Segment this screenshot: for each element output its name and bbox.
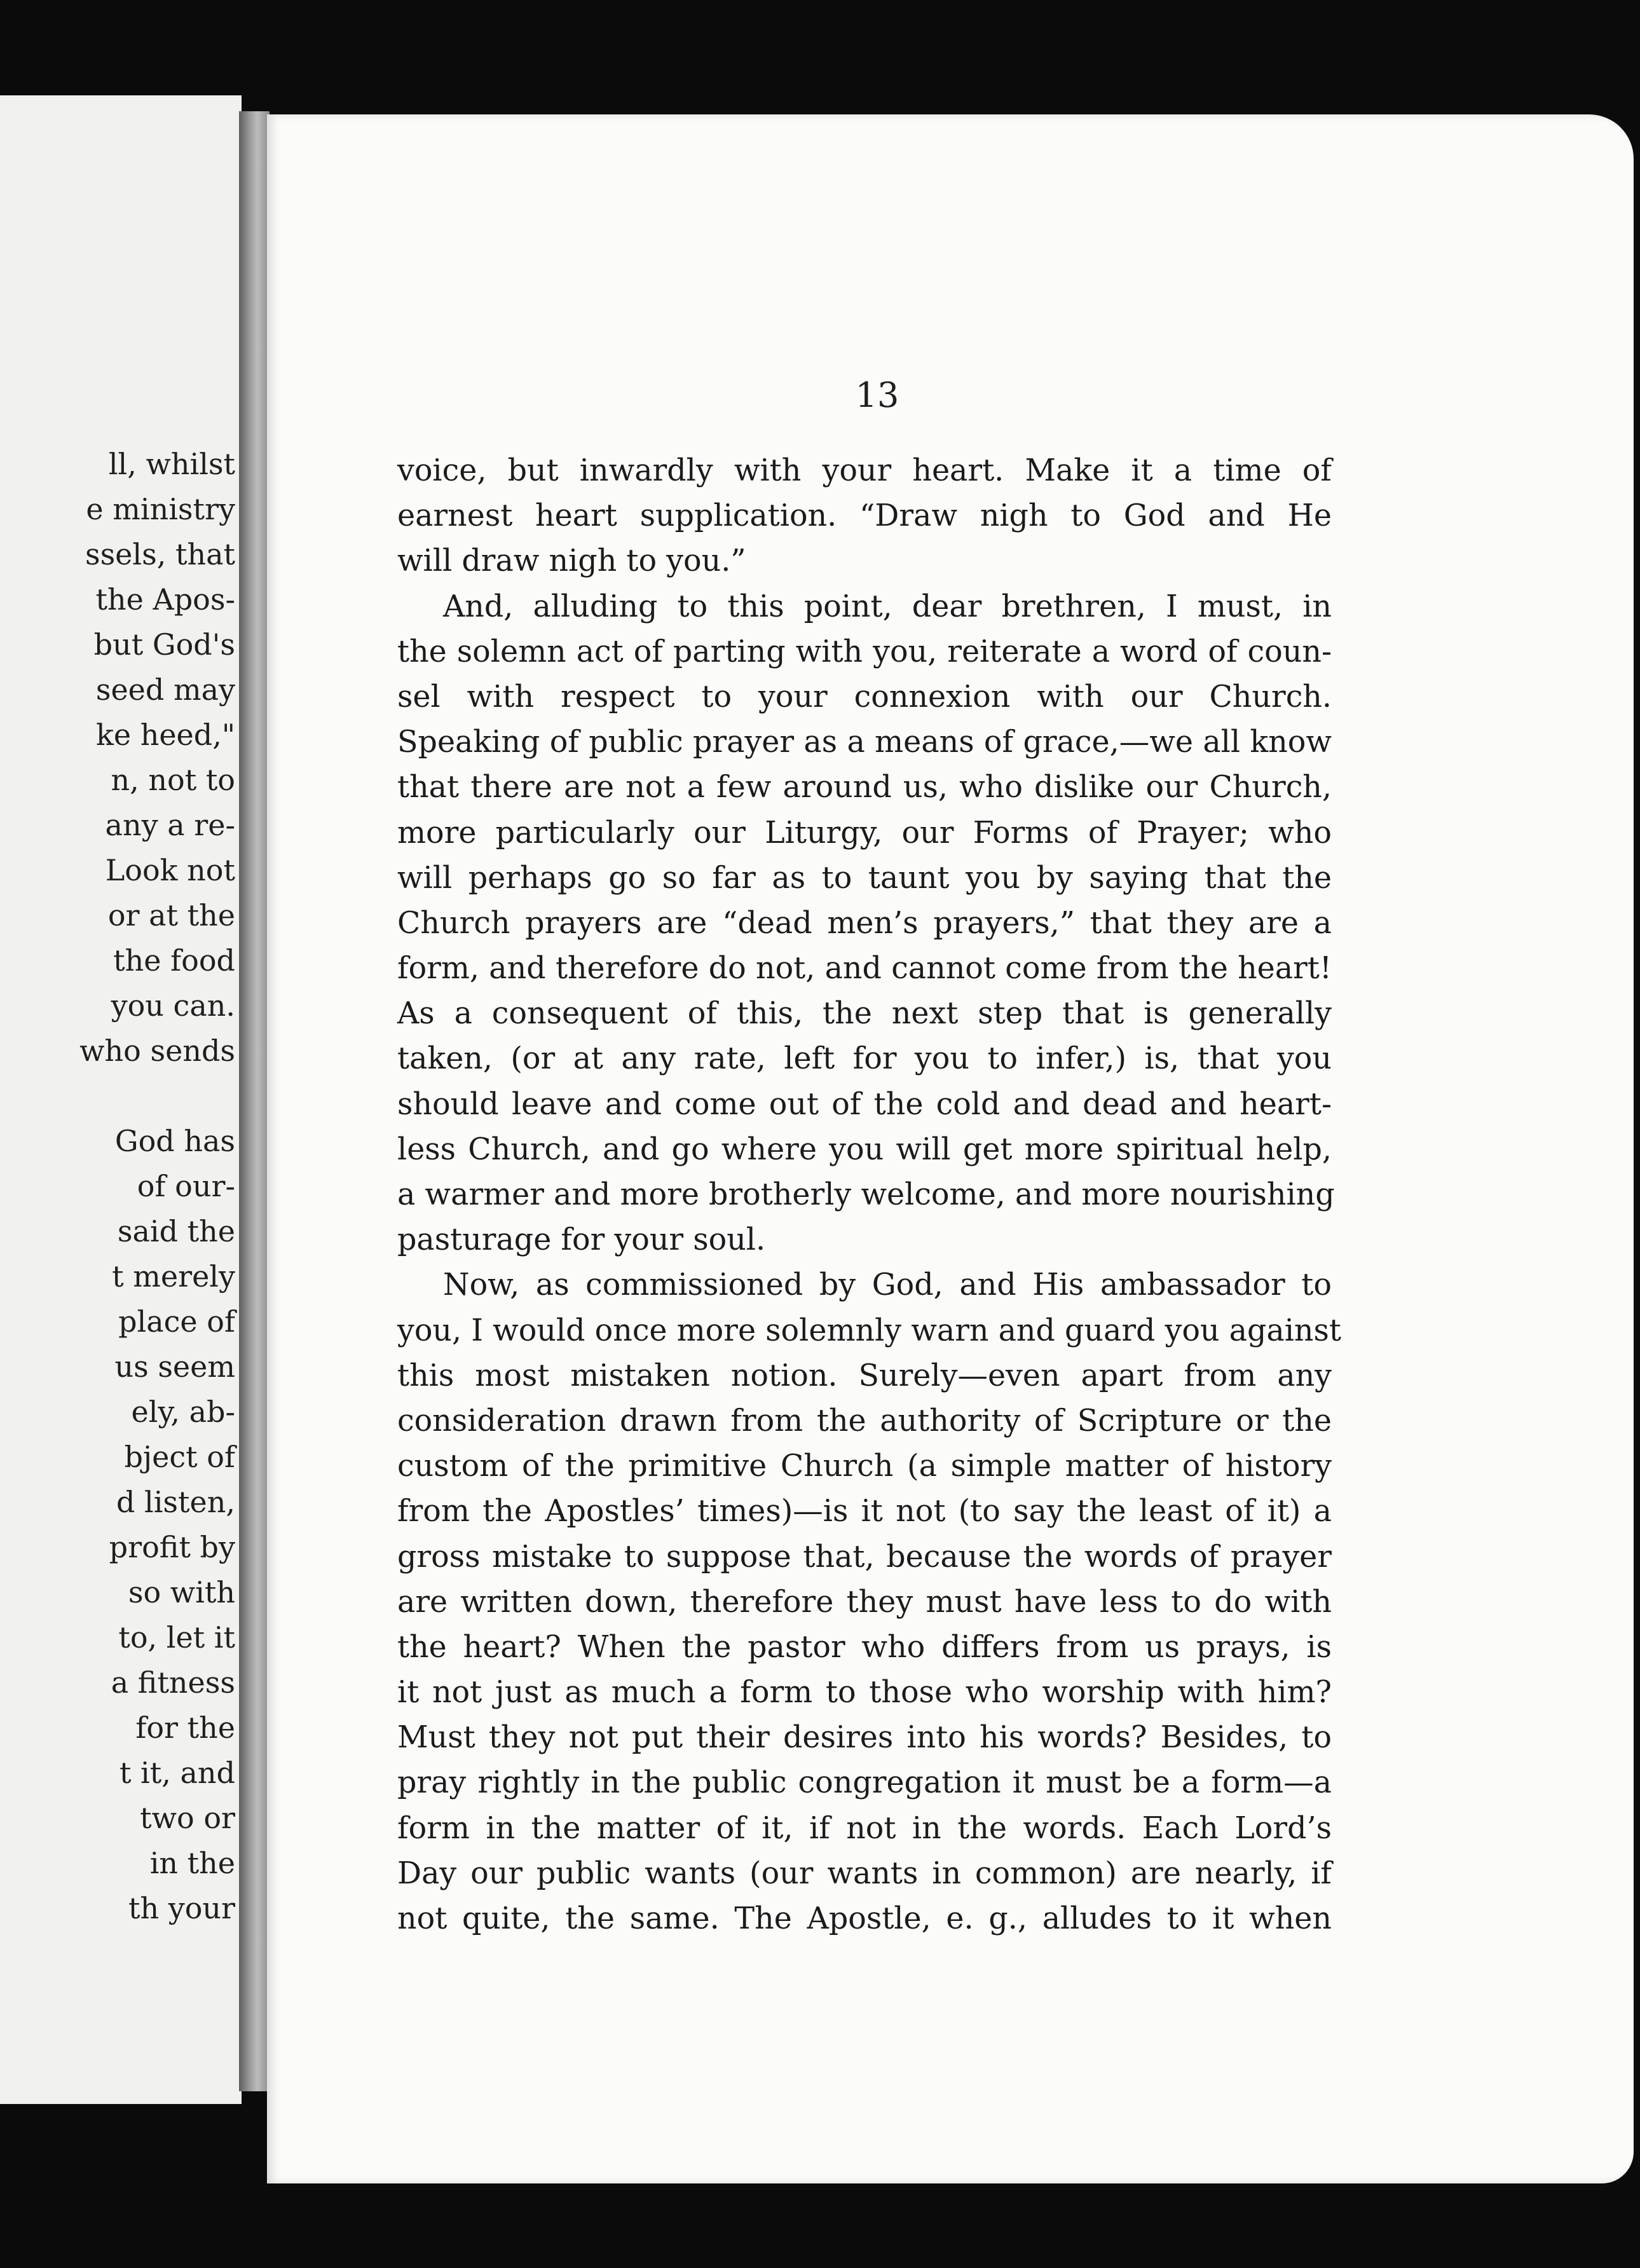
text-line: form in the matter of it, if not in the words. Each Lord’s [397,1810,1332,1846]
left-page-line: the Apos- [95,582,235,617]
left-page-line: to, let it [118,1620,235,1655]
text-line: And, alluding to this point, dear brethren, I must, in [443,589,1332,624]
text-line: it not just as much a form to those who worship with him? [397,1675,1332,1711]
left-page-line: t merely [112,1259,235,1294]
left-page-line [79,1074,235,1119]
paragraph [397,1262,1341,1941]
text-line: should leave and come out of the cold and dead and heart- [397,1086,1332,1122]
left-page-line: for the [135,1711,235,1745]
text-line: voice, but inwardly with your heart. Make it a time of [397,453,1332,488]
left-page-line: so with [128,1575,235,1609]
left-page-line: any a re- [105,808,235,842]
text-line: that there are not a few around us, who dislike our Church, [397,770,1332,805]
left-page-line: d listen, [116,1485,235,1519]
left-page-line: of our- [137,1169,235,1203]
left-page-line: you can. [111,988,235,1023]
left-page-line: but God's [93,627,235,662]
left-page-line: place of [118,1304,235,1339]
left-page-line: in the [149,1846,235,1880]
left-page-line: ke heed," [95,718,235,752]
left-page-line: n, not to [111,763,235,797]
text-line: sel with respect to your connexion with our Church. [397,679,1332,714]
left-page-line: or at the [107,898,235,932]
paragraph [397,584,1335,1263]
text-line: As a consequent of this, the next step that is generally [397,996,1332,1032]
text-line: you, I would once more solemnly warn and guard you against [397,1313,1341,1348]
left-page-line: e ministry [86,492,235,526]
left-page-line: two or [140,1801,235,1835]
page-number: 13 [855,375,899,415]
book-gutter [239,111,270,2091]
left-page-line: t it, and [119,1756,235,1790]
left-page-line: the food [113,943,235,978]
text-line: the solemn act of parting with you, reiterate a word of coun- [397,634,1332,669]
left-page-text [0,442,235,1931]
left-page-line: ely, ab- [131,1395,235,1429]
text-line: will perhaps go so far as to taunt you by saying that the [397,860,1332,896]
paragraph [397,448,1332,584]
text-line: Speaking of public prayer as a means of grace,—we all know [397,725,1332,760]
text-line: the heart? When the pastor who differs from us prays, is [397,1629,1332,1665]
text-line: consideration drawn from the authority of Scripture or the [397,1403,1332,1438]
text-line: are written down, therefore they must have less to do with [397,1584,1332,1620]
left-page [0,95,242,2104]
text-line: gross mistake to suppose that, because the words of prayer [397,1539,1332,1575]
text-line: Day our public wants (our wants in common) are nearly, if [397,1855,1332,1891]
text-line: less Church, and go where you will get more spiritual help, [397,1131,1332,1167]
left-page-line: a fitness [111,1665,235,1700]
left-page-line: ll, whilst [108,447,235,481]
text-line: a warmer and more brotherly welcome, and more nourishing [397,1177,1335,1212]
text-line: form, and therefore do not, and cannot come from the heart! [397,951,1332,987]
left-page-line: profit by [109,1530,235,1564]
text-line: this most mistaken notion. Surely—even apart from any [397,1358,1332,1393]
text-line: taken, (or at any rate, left for you to infer,) is, that you [397,1041,1332,1077]
text-line: more particularly our Liturgy, our Forms of Prayer; who [397,815,1332,850]
left-page-line: who sends [79,1034,235,1068]
left-page-line: th your [128,1891,235,1925]
body-text [397,448,1341,1941]
left-page-line: seed may [95,673,235,707]
left-page-line: said the [117,1214,235,1248]
left-page-line: Look not [105,853,235,887]
text-line: pasturage for your soul. [397,1222,766,1258]
text-line: custom of the primitive Church (a simple matter of history [397,1449,1332,1484]
text-line: Church prayers are “dead men’s prayers,” that they are a [397,905,1332,941]
text-line: Must they not put their desires into his words? Besides, to [397,1720,1332,1756]
text-line: pray rightly in the public congregation it must be a form—a [397,1765,1332,1801]
left-page-line: us seem [114,1349,235,1384]
text-line: from the Apostles’ times)—is it not (to say the least of it) a [397,1494,1332,1529]
text-line: will draw nigh to you.” [397,543,746,579]
left-page-line: ssels, that [85,537,235,571]
text-line: Now, as commissioned by God, and His ambassador to [443,1267,1332,1303]
left-page-line: bject of [124,1440,235,1474]
text-line: earnest heart supplication. “Draw nigh to God and He [397,498,1332,534]
left-page-line: God has [114,1124,235,1158]
text-line: not quite, the same. The Apostle, e. g., alludes to it when [397,1901,1332,1936]
